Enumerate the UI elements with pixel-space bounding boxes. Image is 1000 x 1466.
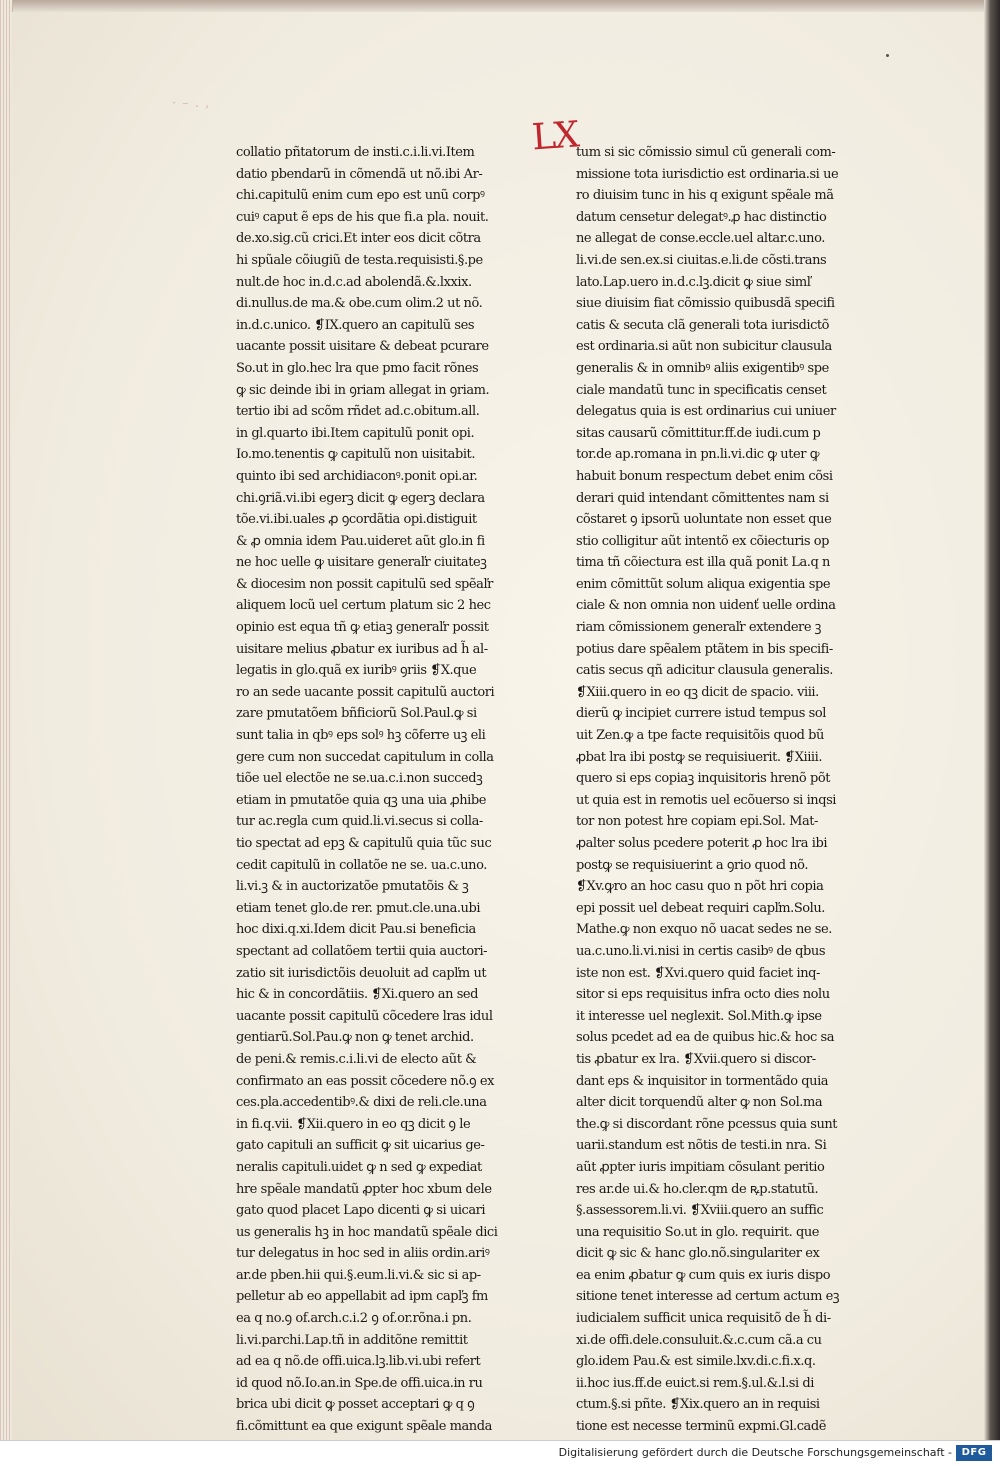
funding-note: Digitalisierung gefördert durch die Deutsche Forschungsgemeinschaft -: [558, 1446, 952, 1459]
text-line: de peni.& remis.c.i.li.vi de electo aũt &: [236, 1051, 477, 1067]
text-line: di.nullus.de ma.& obe.cum olim.2 ut nõ.: [236, 296, 483, 312]
text-line: zatio sit iurisdictõis deuoluit ad capľm ut: [236, 965, 487, 981]
text-line: ꝙ sic deinde ibi in ꝯriam allegat in ꝯriam.: [236, 382, 490, 398]
text-line: lato.Lap.uero in.d.c.lꝫ.dicit ꝙ siue simľ: [576, 274, 811, 290]
text-line: dierũ ꝙ incipiet currere istud tempus sol: [576, 706, 826, 722]
text-line: in gl.quarto ibi.Item capitulũ ponit opi.: [236, 425, 475, 441]
text-line: §.assessorem.li.vi. ❡Xviii.quero an suffic: [576, 1203, 824, 1219]
text-line: riam cõmissionem generaľr extendere ꝫ: [576, 620, 821, 636]
text-line: ꝓalter solus pcedere poterit ꝓ hoc lra ibi: [576, 836, 828, 851]
text-line: catis & secuta clã generali tota iurisdictõ: [576, 317, 830, 333]
text-line: legatis in glo.quã ex iuribꝰ ꝯriis ❡X.que: [236, 663, 477, 679]
text-line: gato quod placet Lapo dicenti ꝙ si uicari: [236, 1203, 486, 1219]
text-line: ii.hoc ius.ff.de euict.si rem.§.ul.&.l.si di: [576, 1375, 814, 1391]
text-line: ciale & non omnia non uidenť uelle ordina: [576, 598, 836, 614]
text-line: chi.capitulũ enim cum epo est unũ corpꝰ: [236, 188, 485, 204]
text-line: aũt ꝓpter iuris impitiam cõsulant peritio: [576, 1159, 825, 1175]
footer-bar: [0, 1440, 1000, 1466]
ink-dot: [886, 54, 889, 57]
text-line: So.ut in glo.hec lra que pmo facit rõnes: [236, 360, 479, 376]
text-line: gato capituli an sufficit ꝙ sit uicarius ge-: [236, 1138, 485, 1154]
text-line: tio spectat ad epꝫ & capitulũ quia tũc suc: [236, 836, 492, 851]
text-line: datio pbendarũ in cõmendã ut nõ.ibi Ar-: [236, 166, 483, 182]
text-line: de.xo.sig.cũ crici.Et inter eos dicit cõtra: [236, 231, 481, 247]
text-line: neralis capituli.uidet ꝙ n sed ꝙ expediat: [236, 1159, 482, 1175]
text-line: it interesse uel neglexit. Sol.Mith.ꝙ ipse: [576, 1008, 822, 1024]
text-line: uit Zen.ꝙ a tpe facte requisitõis quod bũ: [576, 728, 824, 744]
text-line: quero si eps copiaꝫ inquisitoris hrenõ põt: [576, 771, 830, 787]
text-line: id quod nõ.Io.an.in Spe.de offi.uica.in ru: [236, 1375, 483, 1391]
text-line: tiõe uel electõe ne se.ua.c.i.non succedꝫ: [236, 771, 483, 787]
text-line: cedit capitulũ in collatõe ne se. ua.c.uno.: [236, 857, 487, 873]
text-line: sitor si eps requisitus infra octo dies nolu: [576, 987, 830, 1003]
text-line: in.d.c.unico. ❡IX.quero an capitulũ ses: [236, 317, 475, 333]
text-line: ciale mandatũ tunc in specificatis censet: [576, 382, 827, 398]
text-line: ❡Xv.ꝙro an hoc casu quo n põt hri copia: [576, 879, 824, 895]
text-line: ro diuisim tunc in his q exigunt spẽale mã: [576, 188, 834, 204]
text-line: iste non est. ❡Xvi.quero quid faciet inq-: [576, 965, 820, 981]
text-line: ea q no.ꝯ of.arch.c.i.2 ꝯ of.or.rõna.i pn.: [236, 1311, 472, 1327]
text-line: hi spũale cõiugiũ de testa.requisisti.§.pe: [236, 252, 483, 268]
text-line: hic & in concordãtiis. ❡Xi.quero an sed: [236, 987, 479, 1003]
text-line: pelletur ab eo appellabit ad ipm capľꝫ fm: [236, 1289, 488, 1305]
text-line: tertio ibi ad scõm rñdet ad.c.obitum.all.: [236, 404, 480, 420]
text-line: ❡Xiii.quero in eo qꝫ dicit de spacio. viii.: [576, 684, 819, 700]
text-line: tis ꝓbatur ex lra. ❡Xvii.quero si discor-: [576, 1051, 816, 1067]
text-line: tione est necesse terminũ expmi.Gl.cadẽ: [576, 1419, 826, 1435]
text-line: us generalis hꝫ in hoc mandatũ spẽale dici: [236, 1224, 498, 1240]
left-text-column: [236, 142, 526, 1438]
text-line: tor non potest hre copiam epi.Sol. Mat-: [576, 814, 818, 830]
text-line: ar.de pben.hii qui.§.eum.li.vi.& sic si ap-: [236, 1267, 481, 1283]
text-line: habuit bonum respectum debet enim cõsi: [576, 468, 833, 484]
text-line: zare pmutatõem bñficiorũ Sol.Paul.ꝙ si: [236, 706, 477, 722]
text-line: datum censetur delegatꝰ.ꝓ hac distinctio: [576, 209, 827, 225]
text-line: chi.ꝯriã.vi.ibi egerꝫ dicit ꝙ egerꝫ declara: [236, 490, 485, 506]
text-line: tum si sic cõmissio simul cũ generali com-: [576, 145, 836, 160]
text-line: una requisitio So.ut in glo. requirit. que: [576, 1224, 820, 1240]
text-line: hoc dixi.q.xi.Idem dicit Pau.si beneficia: [236, 922, 476, 938]
text-line: ea enim ꝓbatur ꝙ cum quis ex iuris dispo: [576, 1267, 831, 1283]
text-line: Io.mo.tenentis ꝙ capitulũ non uisitabit.: [236, 447, 476, 463]
text-line: collatio pñtatorum de insti.c.i.li.vi.Item: [236, 145, 475, 160]
text-line: generalis & in omnibꝰ aliis exigentibꝰ spe: [576, 360, 829, 376]
text-line: fi.cõmittunt ea que exigunt spẽale manda: [236, 1419, 492, 1435]
text-line: tima tñ cõiectura est illa quã ponit La.q n: [576, 555, 830, 571]
text-line: delegatus quia is est ordinarius cui uniuer: [576, 404, 836, 420]
text-line: tõe.vi.ibi.uales ꝓ ꝯcordãtia opi.distiguit: [236, 512, 477, 528]
text-line: etiam in pmutatõe quia qꝫ una uia ꝓhibe: [236, 792, 486, 808]
text-line: cuiꝰ caput ẽ eps de his que fi.a pla. nouit.: [236, 209, 489, 225]
text-line: sitas causarũ cõmittitur.ff.de iudi.cum p: [576, 425, 821, 441]
text-line: est ordinaria.si aũt non subicitur clausula: [576, 339, 832, 355]
text-line: tor.de ap.romana in pn.li.vi.dic ꝙ uter ꝙ: [576, 447, 820, 463]
text-line: Mathe.ꝙ non exquo nõ uacat sedes ne se.: [576, 922, 832, 938]
text-line: sitione tenet interesse ad certum actum eꝫ: [576, 1289, 840, 1305]
text-line: ces.pla.accedentibꝰ.& dixi de reli.cle.una: [236, 1095, 487, 1111]
text-line: uarii.standum est nõtis de testi.in nra. Si: [576, 1138, 827, 1154]
text-line: the.ꝙ si discordant rõne pcessus quia sunt: [576, 1116, 838, 1132]
text-line: glo.idem Pau.& est simile.lxv.di.c.fi.x.q.: [576, 1354, 816, 1370]
dfg-logo[interactable]: DFG: [956, 1445, 992, 1461]
text-line: uacante possit uisitare & debeat pcurare: [236, 339, 489, 355]
text-line: alter dicit torquendũ alter ꝙ non Sol.ma: [576, 1095, 823, 1111]
text-line: in fi.q.vii. ❡Xii.quero in eo qꝫ dicit ꝯ le: [236, 1116, 471, 1132]
text-line: quinto ibi sed archidiaconꝰ.ponit opi.ar.: [236, 468, 478, 484]
text-line: solus pcedet ad ea de quibus hic.& hoc sa: [576, 1030, 835, 1046]
text-line: brica ubi dicit ꝙ posset acceptari ꝙ q ꝯ: [236, 1397, 475, 1413]
text-line: xi.de offi.dele.consuluit.&.c.cum cã.a cu: [576, 1332, 822, 1348]
text-line: uacante possit capitulũ cõcedere lras idul: [236, 1008, 493, 1024]
right-binding-edge: [984, 0, 1000, 1440]
text-line: li.vi.ꝫ & in auctorizatõe pmutatõis & ꝫ: [236, 879, 469, 895]
text-line: ctum.§.si pñte. ❡Xix.quero an in requisi: [576, 1397, 820, 1413]
text-line: tur ac.regla cum quid.li.vi.secus si colla-: [236, 814, 483, 830]
text-line: missione tota iurisdictio est ordinaria.si ue: [576, 166, 839, 182]
text-line: li.vi.parchi.Lap.tñ in additõne remittit: [236, 1332, 468, 1348]
text-line: & ꝓ omnia idem Pau.uideret aũt glo.in fi: [236, 533, 485, 549]
text-line: tur delegatus in hoc sed in aliis ordin.ariꝰ: [236, 1246, 490, 1262]
text-line: sunt talia in qbꝰ eps solꝰ hꝫ cõferre uꝫ eli: [236, 728, 486, 744]
text-line: postꝙ se requisiuerint a ꝯrio quod nõ.: [576, 857, 809, 873]
text-line: catis secus qñ adicitur clausula generalis.: [576, 663, 833, 679]
text-line: res ar.de ui.& ho.cler.qm de ꝶp.statutũ.: [576, 1181, 819, 1197]
text-line: & diocesim non possit capitulũ sed spẽaľr: [236, 576, 493, 592]
text-line: etiam tenet glo.de rer. pmut.cle.una.ubi: [236, 900, 481, 916]
text-line: hre spẽale mandatũ ꝓpter hoc xbum dele: [236, 1181, 492, 1197]
text-line: cõstaret ꝯ ipsorũ uoluntate non esset que: [576, 512, 832, 528]
text-line: ne allegat de conse.eccle.uel altar.c.uno.: [576, 231, 825, 247]
text-line: ro an sede uacante possit capitulũ auctori: [236, 684, 495, 700]
text-line: confirmato an eas possit cõcedere nõ.ꝯ ex: [236, 1073, 495, 1089]
text-line: nult.de hoc in.d.c.ad abolendã.&.lxxix.: [236, 274, 472, 290]
text-line: gere cum non succedat capitulum in colla: [236, 749, 494, 765]
text-line: dicit ꝙ sic & hanc glo.nõ.singulariter ex: [576, 1246, 820, 1262]
text-line: ad ea q nõ.de offi.uica.lꝫ.lib.vi.ubi refert: [236, 1354, 481, 1370]
text-line: ut quia est in remotis uel ecõuerso si inqsi: [576, 792, 837, 808]
text-line: siue diuisim fiat cõmissio quibusdã specifi: [576, 296, 835, 312]
text-line: ua.c.uno.li.vi.nisi in certis casibꝰ de qbus: [576, 943, 826, 959]
text-line: ne hoc uelle ꝙ uisitare generaľr ciuitateꝫ: [236, 555, 487, 571]
text-line: dant eps & inquisitor in tormentãdo quia: [576, 1073, 829, 1089]
right-text-column: [576, 142, 868, 1438]
text-line: stio colligitur aũt intentõ ex cõiecturis op: [576, 533, 830, 549]
text-line: derari quid intendant cõmittentes nam si: [576, 490, 829, 506]
text-line: iudicialem sufficit unica requisitõ de h̃ di-: [576, 1311, 831, 1327]
text-line: gentiarũ.Sol.Pau.ꝙ non ꝙ tenet archid.: [236, 1030, 474, 1046]
text-line: enim cõmittũt solum aliqua exigentia spe: [576, 576, 831, 592]
text-line: li.vi.de sen.ex.si ciuitas.e.li.de cõsti.trans: [576, 252, 827, 268]
text-line: epi possit uel debeat requiri capľm.Solu.: [576, 900, 825, 916]
pencil-mark: · – . ,: [172, 96, 211, 111]
text-line: aliquem locũ uel certum platum sic 2 hec: [236, 598, 491, 614]
text-line: spectant ad collatõem tertii quia auctori-: [236, 943, 488, 959]
text-line: potius dare spẽalem ptãtem in bis specifi-: [576, 641, 833, 657]
text-line: uisitare melius ꝓbatur ex iuribus ad h̃ al-: [236, 641, 488, 657]
text-line: ꝓbat lra ibi postꝙ se requisiuerit. ❡Xiiii.: [576, 749, 823, 765]
text-line: opinio est equa tñ ꝙ etiaꝫ generaľr possit: [236, 620, 489, 636]
red-folio-mark: LX: [530, 114, 579, 159]
